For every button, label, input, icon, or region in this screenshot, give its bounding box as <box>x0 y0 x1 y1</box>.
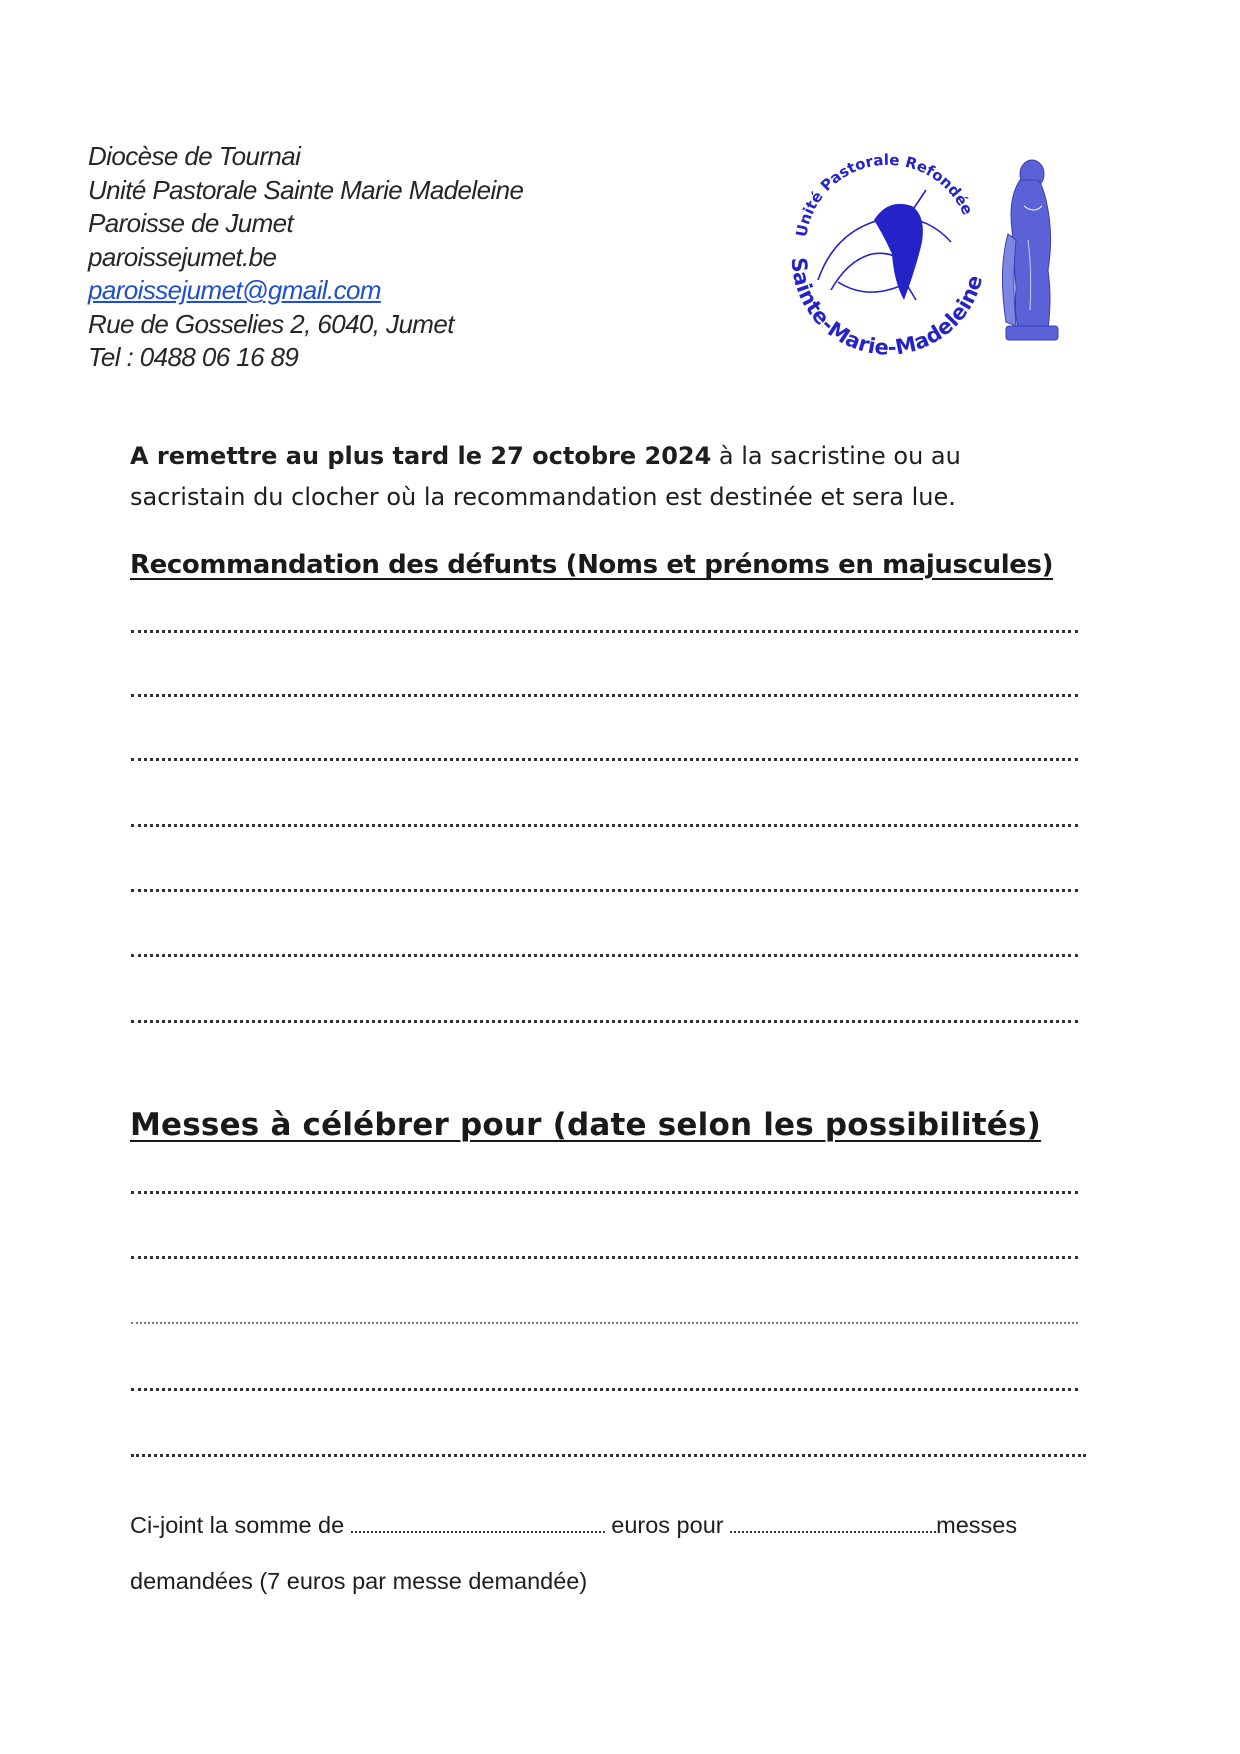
mass-entry-line[interactable] <box>131 1388 1078 1391</box>
mass-entry-line[interactable] <box>131 1191 1078 1194</box>
instructions-line1-rest: à la sacristine ou au <box>711 442 961 470</box>
submission-instructions <box>130 436 1120 518</box>
diocese-name: Diocèse de Tournai <box>88 141 301 171</box>
payment-euros-label: euros pour <box>604 1512 731 1538</box>
deceased-entry-line[interactable] <box>131 954 1078 957</box>
deceased-entry-line[interactable] <box>131 630 1078 633</box>
deceased-entry-line[interactable] <box>131 758 1078 761</box>
pastoral-unit-name: Unité Pastorale Sainte Marie Madeleine <box>88 174 524 205</box>
website-text: paroissejumet.be <box>88 241 277 272</box>
section-heading-masses: Messes à célébrer pour (date selon les possibilités) <box>130 1107 1042 1143</box>
payment-label: Ci-joint la somme de <box>130 1512 351 1538</box>
mass-entry-line[interactable] <box>131 1454 1086 1457</box>
email-link[interactable]: paroissejumet@gmail.com <box>88 275 381 305</box>
madeleine-hair-shape <box>874 204 923 300</box>
deadline-text: A remettre au plus tard le 27 octobre 2024 <box>130 442 712 470</box>
parish-name: Paroisse de Jumet <box>88 208 294 238</box>
amount-blank[interactable] <box>351 1517 605 1533</box>
payment-line <box>130 1512 1017 1539</box>
deceased-entry-line[interactable] <box>131 824 1078 827</box>
mass-entry-line[interactable] <box>131 1256 1078 1259</box>
instructions-line2: sacristain du clocher où la recommandation est destinée et sera lue. <box>130 483 956 511</box>
logo-bottom-text: Sainte-Marie-Madeleine <box>786 256 988 360</box>
phone-text: Tel : 0488 06 16 89 <box>88 342 299 372</box>
deceased-entry-line[interactable] <box>131 889 1078 892</box>
statue-icon <box>1002 160 1058 340</box>
payment-note: demandées (7 euros par messe demandée) <box>130 1568 588 1594</box>
payment-masses-label: messes <box>936 1512 1018 1538</box>
deceased-entry-line[interactable] <box>131 1020 1078 1023</box>
mass-count-blank[interactable] <box>730 1517 936 1533</box>
logo-top-text: Unité Pastorale Refondée <box>792 150 977 239</box>
address-text: Rue de Gosselies 2, 6040, Jumet <box>88 308 454 339</box>
parish-header <box>88 140 523 375</box>
pastoral-unit-logo <box>776 150 1076 360</box>
section-heading-deceased: Recommandation des défunts (Noms et prénoms en majuscules) <box>130 550 1054 580</box>
mass-entry-line[interactable] <box>131 1322 1078 1324</box>
deceased-entry-line[interactable] <box>131 694 1078 697</box>
madeleine-figure-drawing <box>818 190 951 300</box>
